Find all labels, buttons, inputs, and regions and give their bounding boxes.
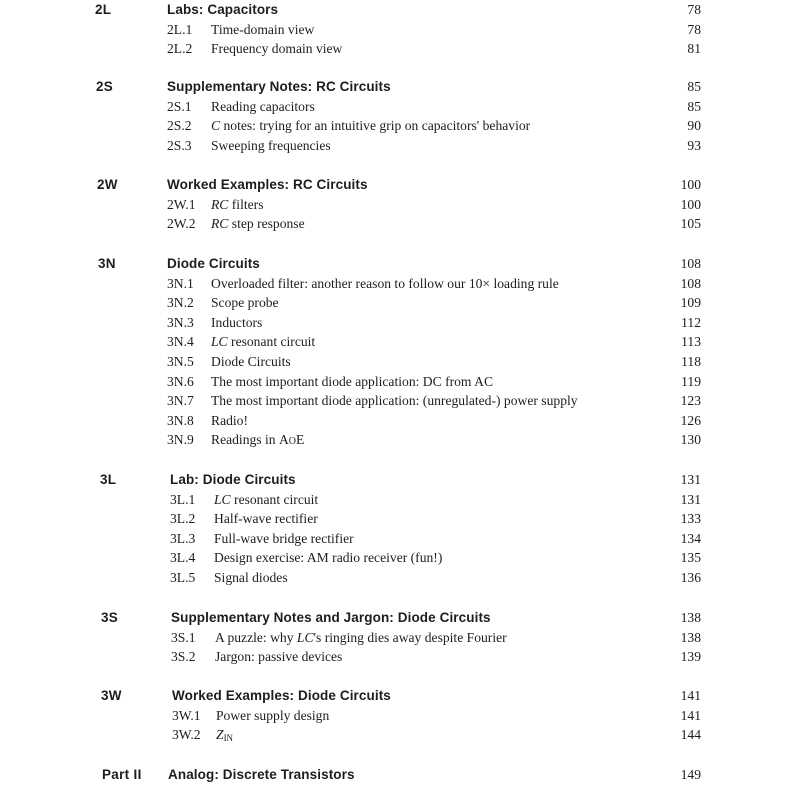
entry-number: 3N.6 [167,373,194,389]
toc-entry-row[interactable] [0,195,800,215]
entry-title: Diode Circuits [211,353,291,369]
entry-title-italic: Z [216,727,224,743]
entry-title-italic: LC [296,629,314,645]
toc-entry-row[interactable] [0,529,800,549]
page-number: 149 [680,767,701,782]
toc-entry-row[interactable] [0,628,800,648]
entry-number: 3N.8 [167,412,194,428]
entry-number: 3N.3 [167,314,194,330]
page-number: 131 [680,491,701,507]
page-number: 123 [680,393,701,409]
entry-number: 3N.7 [167,393,194,409]
toc-entry-row[interactable] [0,372,800,392]
entry-title [211,116,530,136]
chapter-code: 3N [98,256,116,271]
chapter-code: 3L [100,472,117,487]
page-number: 133 [680,511,701,527]
part-title: Analog: Discrete Transistors [168,767,355,782]
toc-chapter-row[interactable] [0,608,800,628]
entry-title [211,214,305,234]
entry-title: Sweeping frequencies [211,137,331,153]
page-number: 113 [681,334,701,350]
toc-entry-row[interactable] [0,411,800,431]
page-number: 108 [680,275,701,291]
entry-number: 3L.2 [170,511,196,527]
entry-number: 2S.2 [167,118,192,134]
entry-title [216,725,233,745]
entry-title-plain: A puzzle: why [215,629,297,645]
page-number: 100 [680,196,701,212]
toc-entry-row[interactable] [0,20,800,40]
entry-title: Design exercise: AM radio receiver (fun!) [214,550,443,566]
page-number: 78 [687,21,701,37]
entry-title: Full-wave bridge rectifier [214,530,354,546]
chapter-code: 3W [101,688,122,703]
page-number: 138 [680,629,701,645]
chapter-title: Supplementary Notes and Jargon: Diode Circuits [171,610,491,625]
entry-number: 2W.2 [167,216,196,232]
page-number: 141 [680,707,701,723]
entry-title-italic: RC [211,216,229,232]
entry-title: Frequency domain view [211,41,343,57]
entry-title-rest: resonant circuit [230,491,319,507]
page-number: 109 [680,295,701,311]
page-number: 134 [680,530,701,546]
entry-title-rest: notes: trying for an intuitive grip on capacitors' behavior [220,118,531,134]
toc-chapter-row[interactable] [0,686,800,706]
entry-number: 2W.1 [167,196,196,212]
page-number: 105 [680,216,701,232]
toc-entry-row[interactable] [0,430,800,450]
chapter-code: 2S [96,79,114,94]
toc-chapter-row[interactable] [0,470,800,490]
toc-entry-row[interactable] [0,274,800,294]
entry-title-italic: LC [214,491,231,507]
entry-title: Jargon: passive devices [215,649,343,665]
entry-number: 3L.3 [170,530,196,546]
entry-title-italic: C [211,118,221,134]
entry-title [211,332,315,352]
page-number: 112 [681,314,701,330]
entry-title: Overloaded filter: another reason to follow our 10× loading rule [211,275,559,291]
toc-section-2S [0,77,800,155]
entry-number: 3N.1 [167,275,194,291]
chapter-title: Labs: Capacitors [167,2,279,17]
chapter-title: Worked Examples: RC Circuits [167,177,368,192]
entry-number: 3W.2 [172,727,201,743]
entry-title: The most important diode application: DC from AC [211,373,494,389]
page-number: 85 [687,79,701,94]
entry-title [215,628,507,648]
entry-title-italic: RC [211,196,229,212]
entry-number: 3N.9 [167,432,194,448]
page-number: 139 [680,649,701,665]
page-number: 131 [680,472,701,487]
toc-chapter-row[interactable] [0,0,800,20]
entry-title: Reading capacitors [211,98,315,114]
toc-entry-row[interactable] [0,136,800,156]
entry-title-rest: resonant circuit [227,334,316,350]
entry-title: Inductors [211,314,263,330]
entry-title-subscript: IN [223,733,234,744]
entry-title: Half-wave rectifier [214,511,318,527]
entry-title [211,195,263,215]
entry-number: 3S.1 [171,629,196,645]
chapter-title: Diode Circuits [167,256,260,271]
toc-section-2W [0,175,800,234]
toc-section-3W [0,686,800,745]
entry-number: 2L.2 [167,41,193,57]
chapter-title: Worked Examples: Diode Circuits [172,688,391,703]
page-number: 118 [681,353,701,369]
page-number: 141 [680,688,701,703]
entry-number: 3N.5 [167,353,194,369]
chapter-code: 2W [97,177,118,192]
entry-number: 3N.2 [167,295,194,311]
chapter-title: Supplementary Notes: RC Circuits [167,79,391,94]
toc-entry-row[interactable] [0,490,800,510]
entry-title [214,490,318,510]
entry-title [211,430,304,450]
entry-number: 3N.4 [167,334,194,350]
toc-section-3L [0,470,800,588]
entry-number: 3L.5 [170,569,196,585]
entry-title: Signal diodes [214,569,288,585]
entry-number: 3W.1 [172,707,201,723]
page-number: 119 [681,373,701,389]
page-number: 85 [687,98,701,114]
toc-entry-row[interactable] [0,214,800,234]
page-number: 93 [687,137,701,153]
toc-chapter-row[interactable] [0,254,800,274]
page-number: 108 [680,256,701,271]
toc-section-3S [0,608,800,667]
entry-title: Power supply design [216,707,330,723]
toc-part-2 [0,765,800,785]
toc-entry-row[interactable] [0,39,800,59]
toc-entry-row[interactable] [0,391,800,411]
entry-number: 3L.1 [170,491,196,507]
entry-title-rest: step response [228,216,305,232]
chapter-title: Lab: Diode Circuits [170,472,296,487]
toc-entry-row[interactable] [0,706,800,726]
toc-entry-row[interactable] [0,97,800,117]
entry-title-plain: Readings in [211,432,279,448]
entry-title-rest: 's ringing dies away despite Fourier [313,629,507,645]
toc-entry-row[interactable] [0,313,800,333]
entry-title-small-caps: AoE [278,432,305,448]
toc-entry-row[interactable] [0,116,800,136]
chapter-code: 3S [101,610,119,625]
toc-entry-row[interactable] [0,548,800,568]
toc-section-3N [0,254,800,450]
entry-title: Scope probe [211,295,279,311]
page-number: 130 [680,432,701,448]
toc-chapter-row[interactable] [0,77,800,97]
entry-number: 3L.4 [170,550,196,566]
chapter-code: 2L [95,2,112,17]
page-number: 78 [687,2,701,17]
toc-entry-row[interactable] [0,293,800,313]
entry-number: 2S.1 [167,98,192,114]
toc-entry-row[interactable] [0,332,800,352]
page-number: 135 [680,550,701,566]
toc-entry-row[interactable] [0,568,800,588]
entry-title: The most important diode application: (unregulated-) power supply [211,393,578,409]
entry-title: Time-domain view [211,21,315,37]
page-number: 126 [680,412,701,428]
part-code: Part II [102,767,142,782]
entry-title-rest: filters [228,196,264,212]
page-number: 138 [680,610,701,625]
toc-chapter-row[interactable] [0,175,800,195]
entry-number: 2L.1 [167,21,193,37]
entry-number: 3S.2 [171,649,196,665]
toc-entry-row[interactable] [0,352,800,372]
toc-part-row[interactable] [0,765,800,785]
page-number: 144 [680,727,701,743]
page-number: 90 [687,118,701,134]
page-number: 100 [680,177,701,192]
toc-entry-row[interactable] [0,647,800,667]
entry-title-italic: LC [211,334,228,350]
toc-entry-row[interactable] [0,725,800,745]
toc-section-2L [0,0,800,59]
toc-entry-row[interactable] [0,509,800,529]
page-number: 136 [680,569,701,585]
entry-number: 2S.3 [167,137,192,153]
page-number: 81 [687,41,701,57]
entry-title: Radio! [211,412,248,428]
